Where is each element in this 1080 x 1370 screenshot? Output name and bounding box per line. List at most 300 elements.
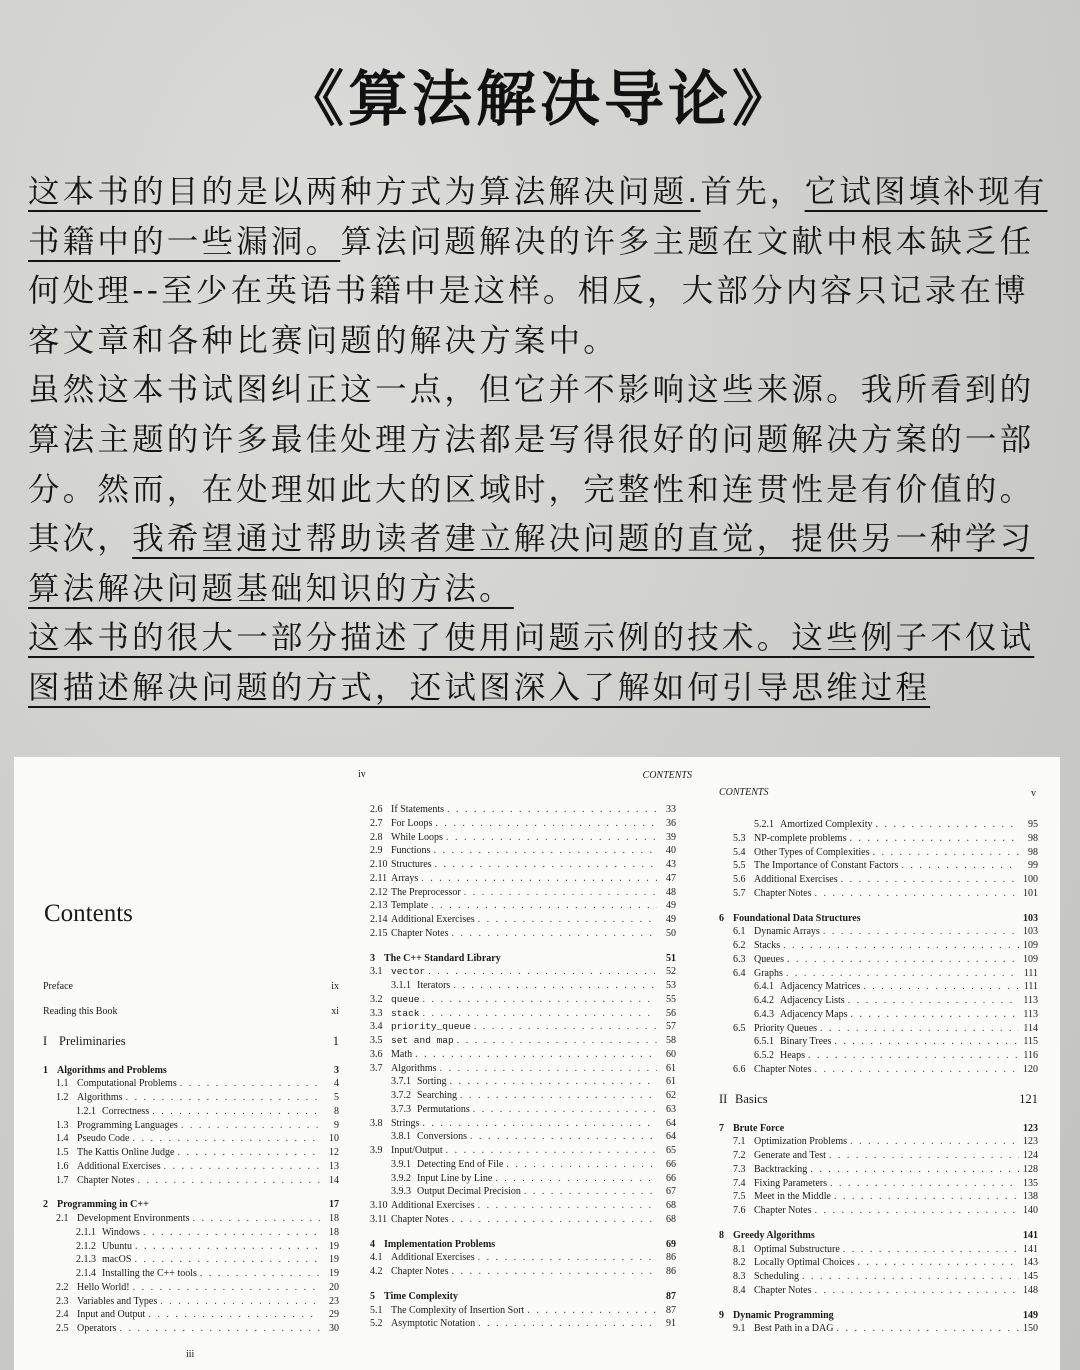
toc-entry-title: Optimization Problems xyxy=(754,1136,848,1148)
toc-entry xyxy=(370,858,676,871)
toc-entry xyxy=(733,1177,1038,1190)
toc-leader-dots xyxy=(820,1022,1019,1035)
toc-entry-number: 8.1 xyxy=(733,1243,746,1255)
toc-entry-title: vector xyxy=(391,966,426,978)
toc-leader-dots xyxy=(422,1117,657,1130)
toc-entry xyxy=(733,1190,1038,1203)
toc-entry-number: 6.4.3 xyxy=(754,1008,774,1020)
toc-entry-page: 19 xyxy=(329,1254,339,1266)
paragraph-text: 虽然这本书试图纠正这一点，但它并不影响这些来源。我所看到的 xyxy=(28,372,1035,409)
toc-entry-title: Input and Output xyxy=(77,1309,146,1321)
toc-entry xyxy=(733,925,1038,938)
toc-entry xyxy=(56,1295,339,1308)
toc-leader-dots xyxy=(863,980,1019,993)
toc-entry-title: Hello World! xyxy=(77,1281,130,1293)
toc-entry-title: Input/Output xyxy=(391,1145,443,1156)
toc-entry-page: 135 xyxy=(1023,1177,1038,1189)
toc-entry-title: Algorithms xyxy=(391,1062,437,1074)
toc-entry-title: Operators xyxy=(77,1323,117,1334)
toc-entry-number: 1.4 xyxy=(56,1133,69,1145)
toc-entry-page: 30 xyxy=(329,1323,339,1334)
toc-leader-dots xyxy=(423,1007,657,1020)
toc-entry xyxy=(733,1135,1038,1148)
toc-entry-number: 7 xyxy=(719,1122,724,1134)
toc-entry-page: 149 xyxy=(1023,1309,1038,1321)
toc-entry xyxy=(733,1163,1038,1176)
toc-leader-dots xyxy=(848,994,1019,1007)
toc-entry xyxy=(43,1005,339,1018)
toc-entry-title: Variables and Types xyxy=(77,1295,158,1307)
toc-entry xyxy=(754,1008,1038,1021)
toc-entry-title: Dynamic Programming xyxy=(733,1309,834,1321)
toc-entry xyxy=(370,1317,676,1330)
toc-entry-number: 6.4 xyxy=(733,967,746,979)
toc-entry xyxy=(370,993,676,1006)
toc-leader-dots xyxy=(133,1281,320,1294)
paragraph-text: 算法主题的许多最佳处理方法都是写得很好的问题解决方案的一部 xyxy=(28,421,1035,458)
toc-entry xyxy=(56,1132,339,1145)
toc-entry xyxy=(56,1077,339,1090)
toc-entry-title: Amortized Complexity xyxy=(780,819,873,830)
toc-entry-number: 2.6 xyxy=(370,804,383,815)
toc-leader-dots xyxy=(787,953,1019,966)
toc-entry-page: 8 xyxy=(334,1105,339,1117)
toc-entry-title: Graphs xyxy=(754,967,783,979)
toc-leader-dots xyxy=(834,1035,1019,1048)
toc-entry-number: 6.1 xyxy=(733,926,746,938)
toc-entry-page: 65 xyxy=(666,1145,676,1156)
toc-leader-dots xyxy=(152,1105,320,1118)
toc-entry xyxy=(733,887,1038,900)
toc-leader-dots xyxy=(160,1295,320,1308)
toc-leader-dots xyxy=(901,859,1019,872)
toc-entry-title: Chapter Notes xyxy=(754,1205,812,1216)
underlined-text: 我希望通过帮助读者建立解决问题的直觉，提供另一种学习 xyxy=(132,521,1035,558)
toc-entry xyxy=(733,1204,1038,1217)
toc-entry-title: Optimal Substructure xyxy=(754,1243,840,1255)
toc-entry-page: 10 xyxy=(329,1133,339,1145)
toc-entry-title: Math xyxy=(391,1048,413,1060)
toc-leader-dots xyxy=(435,858,657,871)
toc-entry-number: 1.3 xyxy=(56,1119,69,1131)
toc-entry xyxy=(43,1064,339,1077)
toc-entry-number: 2.11 xyxy=(370,872,388,884)
toc-entry xyxy=(76,1226,339,1239)
toc-entry-title: Chapter Notes xyxy=(754,1063,812,1075)
toc-entry-page: 113 xyxy=(1023,995,1038,1006)
underlined-text: 图描述解决问题的方式，还试图深入了解如何引导思维过程 xyxy=(28,669,931,706)
toc-entry-number: 2.2 xyxy=(56,1281,69,1293)
toc-entry-title: Input Line by Line xyxy=(417,1172,493,1184)
toc-leader-dots xyxy=(504,952,657,965)
toc-entry-page: 138 xyxy=(1023,1191,1038,1203)
toc-leader-dots xyxy=(428,965,657,978)
toc-entry xyxy=(370,1199,676,1212)
toc-entry xyxy=(391,979,676,992)
toc-leader-dots xyxy=(478,1199,657,1212)
toc-leader-dots xyxy=(787,1122,1019,1135)
toc-entry xyxy=(391,1075,676,1088)
toc-entry-number: 3.9.2 xyxy=(391,1172,411,1184)
toc-leader-dots xyxy=(815,1063,1020,1076)
toc-entry-number: 3.5 xyxy=(370,1035,383,1046)
toc-entry-title: Binary Trees xyxy=(780,1036,832,1048)
toc-leader-dots xyxy=(119,1322,320,1335)
toc-entry xyxy=(754,1049,1038,1062)
toc-entry-title: Chapter Notes xyxy=(391,1213,449,1225)
paragraph-text: 首先， xyxy=(700,174,805,210)
toc-entry-page: 48 xyxy=(666,886,676,898)
toc-entry-page: 43 xyxy=(666,859,676,870)
toc-leader-dots xyxy=(461,1290,657,1303)
toc-entry-page: 66 xyxy=(666,1172,676,1184)
toc-leader-dots xyxy=(527,1304,657,1317)
toc-entry-title: Permutations xyxy=(417,1103,470,1115)
toc-entry-page: 36 xyxy=(666,817,676,829)
toc-entry-title: Iterators xyxy=(417,980,451,991)
toc-entry-title: Fixing Parameters xyxy=(754,1177,828,1189)
toc-entry-page: 61 xyxy=(666,1076,676,1088)
toc-entry-title: The C++ Standard Library xyxy=(384,952,501,964)
toc-leader-dots xyxy=(850,1008,1019,1021)
toc-entry xyxy=(370,817,676,830)
toc-entry-number: 3.7.1 xyxy=(391,1076,411,1088)
toc-entry-title: Chapter Notes xyxy=(754,1284,812,1296)
toc-leader-dots xyxy=(200,1267,320,1280)
toc-leader-dots xyxy=(495,1172,657,1185)
toc-entry xyxy=(754,994,1038,1007)
toc-entry-title: Priority Queues xyxy=(754,1022,818,1034)
toc-entry-number: 2.3 xyxy=(56,1295,69,1307)
toc-entry-number: 6 xyxy=(719,912,724,924)
toc-leader-dots xyxy=(452,1265,658,1278)
toc-entry-number: 3 xyxy=(370,952,375,964)
toc-leader-dots xyxy=(133,1132,321,1145)
toc-entry xyxy=(370,952,676,965)
toc-leader-dots xyxy=(506,1158,657,1171)
toc-leader-dots xyxy=(449,1075,657,1088)
toc-entry-number: 2.4 xyxy=(56,1309,69,1321)
toc-entry-number: 5.2 xyxy=(370,1318,383,1330)
toc-entry-page: 86 xyxy=(666,1252,676,1264)
toc-entry-title: Ubuntu xyxy=(102,1240,132,1252)
toc-entry-title: Best Path in a DAG xyxy=(754,1323,834,1335)
toc-entry-number: 3.2 xyxy=(370,993,383,1005)
toc-entry-number: 2.15 xyxy=(370,927,388,939)
toc-entry-number: 5.6 xyxy=(733,874,746,885)
toc-entry-page: 145 xyxy=(1023,1271,1038,1282)
toc-entry-number: 3.10 xyxy=(370,1200,388,1211)
toc-entry-page: 49 xyxy=(666,914,676,925)
toc-entry xyxy=(733,846,1038,859)
toc-entry-page: 123 xyxy=(1023,1136,1038,1148)
toc-leader-dots xyxy=(802,1270,1019,1283)
paragraph-line xyxy=(28,466,1078,516)
toc-leader-dots xyxy=(134,1253,320,1266)
paragraph-text: 算法问题解决的许多主题在文献中根本缺乏任 xyxy=(340,223,1035,260)
toc-entry-page: 98 xyxy=(1028,832,1038,844)
toc-entry-title: Meet in the Middle xyxy=(754,1191,831,1203)
toc-leader-dots xyxy=(170,1064,320,1077)
toc-entry-number: 3.7.2 xyxy=(391,1090,411,1101)
toc-entry-page: 23 xyxy=(329,1295,339,1307)
toc-leader-dots xyxy=(786,967,1019,980)
toc-entry-number: 3.9.1 xyxy=(391,1158,411,1170)
page-number-left: iii xyxy=(186,1349,195,1360)
toc-entry xyxy=(370,1048,676,1061)
toc-entry xyxy=(733,859,1038,872)
toc-entry-page: 128 xyxy=(1023,1163,1038,1175)
underlined-text: 这些例子不仅试 xyxy=(791,620,1035,657)
toc-entry-title: Chapter Notes xyxy=(754,887,812,899)
toc-entry xyxy=(56,1091,339,1104)
toc-entry-page: 114 xyxy=(1023,1022,1038,1034)
toc-entry-number: 4.2 xyxy=(370,1266,383,1277)
toc-entry xyxy=(733,939,1038,952)
toc-leader-dots xyxy=(423,993,657,1006)
toc-entry-number: 2 xyxy=(43,1199,48,1211)
toc-entry xyxy=(754,980,1038,993)
toc-entry-number: II xyxy=(719,1091,728,1106)
toc-leader-dots xyxy=(126,1091,320,1104)
toc-entry-page: 64 xyxy=(666,1131,676,1143)
toc-entry-page: 33 xyxy=(666,804,676,815)
toc-entry-number: 6.4.1 xyxy=(754,981,774,993)
toc-entry-page: 14 xyxy=(329,1174,339,1186)
toc-entry xyxy=(754,818,1038,831)
toc-entry xyxy=(733,1270,1038,1283)
toc-leader-dots xyxy=(873,846,1020,859)
toc-entry-number: 7.6 xyxy=(733,1205,746,1216)
toc-entry-page: 124 xyxy=(1023,1150,1038,1161)
toc-entry xyxy=(56,1322,339,1335)
toc-entry-number: 3.8 xyxy=(370,1117,383,1129)
toc-entry xyxy=(733,967,1038,980)
toc-entry xyxy=(43,1198,339,1211)
toc-entry-number: 3.9.3 xyxy=(391,1186,411,1198)
toc-leader-dots xyxy=(849,832,1019,845)
toc-leader-dots xyxy=(138,1174,321,1187)
toc-entry-title: Foundational Data Structures xyxy=(733,912,861,924)
toc-entry xyxy=(56,1160,339,1173)
toc-leader-dots xyxy=(473,1103,657,1116)
toc-entry-page: 19 xyxy=(329,1240,339,1252)
toc-entry-title: Preliminaries xyxy=(59,1033,126,1048)
toc-entry-title: Structures xyxy=(391,859,432,870)
toc-entry-page: 19 xyxy=(329,1268,339,1279)
toc-entry-page: 99 xyxy=(1028,860,1038,872)
toc-leader-dots xyxy=(470,1130,657,1143)
toc-entry-title: The Importance of Constant Factors xyxy=(754,860,899,872)
toc-entry-title: queue xyxy=(391,993,420,1005)
toc-entry xyxy=(370,1020,676,1033)
toc-entry-title: Searching xyxy=(417,1090,457,1101)
toc-entry-page: 5 xyxy=(334,1092,339,1103)
toc-entry-number: 2.5 xyxy=(56,1323,69,1334)
toc-entry xyxy=(391,1103,676,1116)
toc-leader-dots xyxy=(460,1089,657,1102)
toc-leader-dots xyxy=(148,1308,320,1321)
toc-entry-page: 150 xyxy=(1023,1323,1038,1335)
toc-entry xyxy=(391,1185,676,1198)
toc-entry-number: 8.3 xyxy=(733,1271,746,1282)
toc-entry xyxy=(370,1213,676,1226)
toc-entry-title: Programming in C++ xyxy=(57,1199,149,1211)
toc-entry-number: 7.1 xyxy=(733,1136,746,1148)
toc-entry xyxy=(733,1284,1038,1297)
toc-entry xyxy=(370,1144,676,1157)
toc-entry-page: 103 xyxy=(1023,912,1038,924)
toc-leader-dots xyxy=(850,1135,1019,1148)
toc-leader-dots xyxy=(446,831,657,844)
toc-entry-title: Generate and Test xyxy=(754,1150,826,1161)
toc-entry-number: 3.3 xyxy=(370,1007,383,1019)
toc-entry-page: 115 xyxy=(1023,1036,1038,1048)
toc-leader-dots xyxy=(841,873,1019,886)
toc-entry xyxy=(56,1281,339,1294)
toc-entry-number: 2.12 xyxy=(370,886,388,898)
toc-entry-page: 66 xyxy=(666,1158,676,1170)
toc-leader-dots xyxy=(876,818,1020,831)
toc-entry-page: 68 xyxy=(666,1200,676,1211)
toc-leader-dots xyxy=(447,803,657,816)
toc-entry-title: priority_queue xyxy=(391,1021,471,1033)
paragraph-line xyxy=(28,565,1078,615)
toc-entry-page: 18 xyxy=(329,1213,339,1224)
toc-entry-number: 8.2 xyxy=(733,1257,746,1269)
toc-entry-page: 87 xyxy=(666,1290,676,1302)
toc-entry-page: 57 xyxy=(666,1021,676,1033)
toc-entry-number: 2.13 xyxy=(370,900,388,912)
toc-entry-title: Algorithms xyxy=(77,1092,123,1103)
toc-leader-dots xyxy=(192,1212,320,1225)
toc-entry xyxy=(56,1119,339,1132)
toc-entry xyxy=(370,803,676,816)
toc-entry xyxy=(733,953,1038,966)
toc-entry-number: 5.2.1 xyxy=(754,819,774,830)
underlined-text: 这本书的很大一部分描述了使用问题示例的技术。 xyxy=(28,620,792,657)
toc-entry xyxy=(76,1253,339,1266)
toc-entry-page: 58 xyxy=(666,1035,676,1046)
toc-entry-number: 2.1.1 xyxy=(76,1226,96,1238)
toc-entry-page: 47 xyxy=(666,872,676,884)
toc-leader-dots xyxy=(858,1256,1019,1269)
toc-entry-title: Sorting xyxy=(417,1076,447,1088)
toc-entry-title: The Preprocessor xyxy=(391,886,461,898)
toc-entry-number: 8 xyxy=(719,1229,724,1241)
toc-entry-title: Strings xyxy=(391,1117,420,1129)
toc-entry-number: 1.1 xyxy=(56,1078,69,1090)
paragraph-text: 分。然而，在处理如此大的区域时，完整性和连贯性是有价值的。 xyxy=(28,471,1035,508)
toc-entry xyxy=(370,844,676,857)
toc-entry-number: 2.10 xyxy=(370,859,388,870)
toc-entry xyxy=(370,1062,676,1075)
toc-entry-page: 87 xyxy=(666,1304,676,1316)
toc-entry-title: Reading this Book xyxy=(43,1005,118,1017)
toc-entry-page: 9 xyxy=(334,1119,339,1131)
toc-entry-number: 2.1 xyxy=(56,1213,69,1224)
toc-entry-title: Chapter Notes xyxy=(391,927,449,939)
toc-entry xyxy=(370,1251,676,1264)
paragraph-line xyxy=(28,416,1078,466)
toc-entry-title: The Kattis Online Judge xyxy=(77,1147,175,1158)
toc-entry xyxy=(370,886,676,899)
toc-entry-number: 5.4 xyxy=(733,846,746,858)
toc-entry-page: 123 xyxy=(1023,1122,1038,1134)
toc-entry-title: Additional Exercises xyxy=(391,1252,475,1264)
toc-entry-number: 5.1 xyxy=(370,1304,383,1316)
toc-entry-number: 1 xyxy=(43,1064,48,1076)
toc-entry xyxy=(76,1105,339,1118)
toc-entry-title: Queues xyxy=(754,953,784,965)
toc-leader-dots xyxy=(177,1146,320,1159)
toc-leader-dots xyxy=(771,1091,1017,1107)
toc-entry-title: Conversions xyxy=(417,1131,467,1143)
toc-leader-dots xyxy=(843,1243,1019,1256)
toc-entry-number: 3.7.3 xyxy=(391,1103,411,1115)
toc-entry-page: 109 xyxy=(1023,940,1038,951)
toc-entry xyxy=(370,899,676,912)
toc-entry xyxy=(370,872,676,885)
toc-leader-dots xyxy=(440,1062,657,1075)
toc-leader-dots xyxy=(433,844,657,857)
toc-entry xyxy=(754,1035,1038,1048)
toc-entry-page: 141 xyxy=(1023,1243,1038,1255)
toc-entry-number: 5.3 xyxy=(733,832,746,844)
toc-entry-number: 7.3 xyxy=(733,1163,746,1175)
paragraph-line xyxy=(28,515,1078,565)
toc-entry-title: Adjacency Matrices xyxy=(780,981,861,993)
toc-entry xyxy=(370,913,676,926)
toc-entry xyxy=(370,927,676,940)
paragraph-line xyxy=(28,168,1078,218)
toc-entry xyxy=(370,965,676,978)
toc-entry-title: Basics xyxy=(735,1091,768,1106)
toc-entry-page: 63 xyxy=(666,1103,676,1115)
toc-entry-title: Backtracking xyxy=(754,1163,808,1175)
toc-leader-dots xyxy=(783,939,1019,952)
toc-entry-title: Computational Problems xyxy=(77,1078,177,1090)
toc-leader-dots xyxy=(143,1226,320,1239)
toc-entry-page: 40 xyxy=(666,845,676,857)
toc-entry-title: Heaps xyxy=(780,1050,805,1061)
toc-entry-page: 111 xyxy=(1023,981,1038,993)
toc-entry-number: 4.1 xyxy=(370,1252,383,1264)
toc-entry-title: stack xyxy=(391,1007,420,1019)
paragraph-line xyxy=(28,614,1078,664)
toc-entry-page: 109 xyxy=(1023,953,1038,965)
toc-entry-number: 6.6 xyxy=(733,1063,746,1075)
toc-entry-title: Additional Exercises xyxy=(754,874,838,885)
toc-entry-title: Preface xyxy=(43,981,73,992)
toc-entry-number: 1.6 xyxy=(56,1160,69,1172)
toc-leader-dots xyxy=(498,1238,657,1251)
toc-entry xyxy=(719,912,1038,925)
toc-entry-title: Correctness xyxy=(102,1105,150,1117)
toc-entry-title: Dynamic Arrays xyxy=(754,926,820,938)
toc-entry-title: If Statements xyxy=(391,804,445,815)
toc-entry-number: 3.9 xyxy=(370,1145,383,1156)
toc-leader-dots xyxy=(815,1204,1020,1217)
toc-entry-title: Brute Force xyxy=(733,1122,785,1134)
toc-entry-title: Algorithms and Problems xyxy=(57,1064,167,1076)
toc-entry-page: 143 xyxy=(1023,1257,1038,1269)
toc-leader-dots xyxy=(864,912,1019,925)
toc-entry xyxy=(391,1158,676,1171)
toc-entry-title: Detecting End of File xyxy=(417,1158,504,1170)
toc-entry-page: 50 xyxy=(666,927,676,939)
toc-entry-number: 2.7 xyxy=(370,817,383,829)
